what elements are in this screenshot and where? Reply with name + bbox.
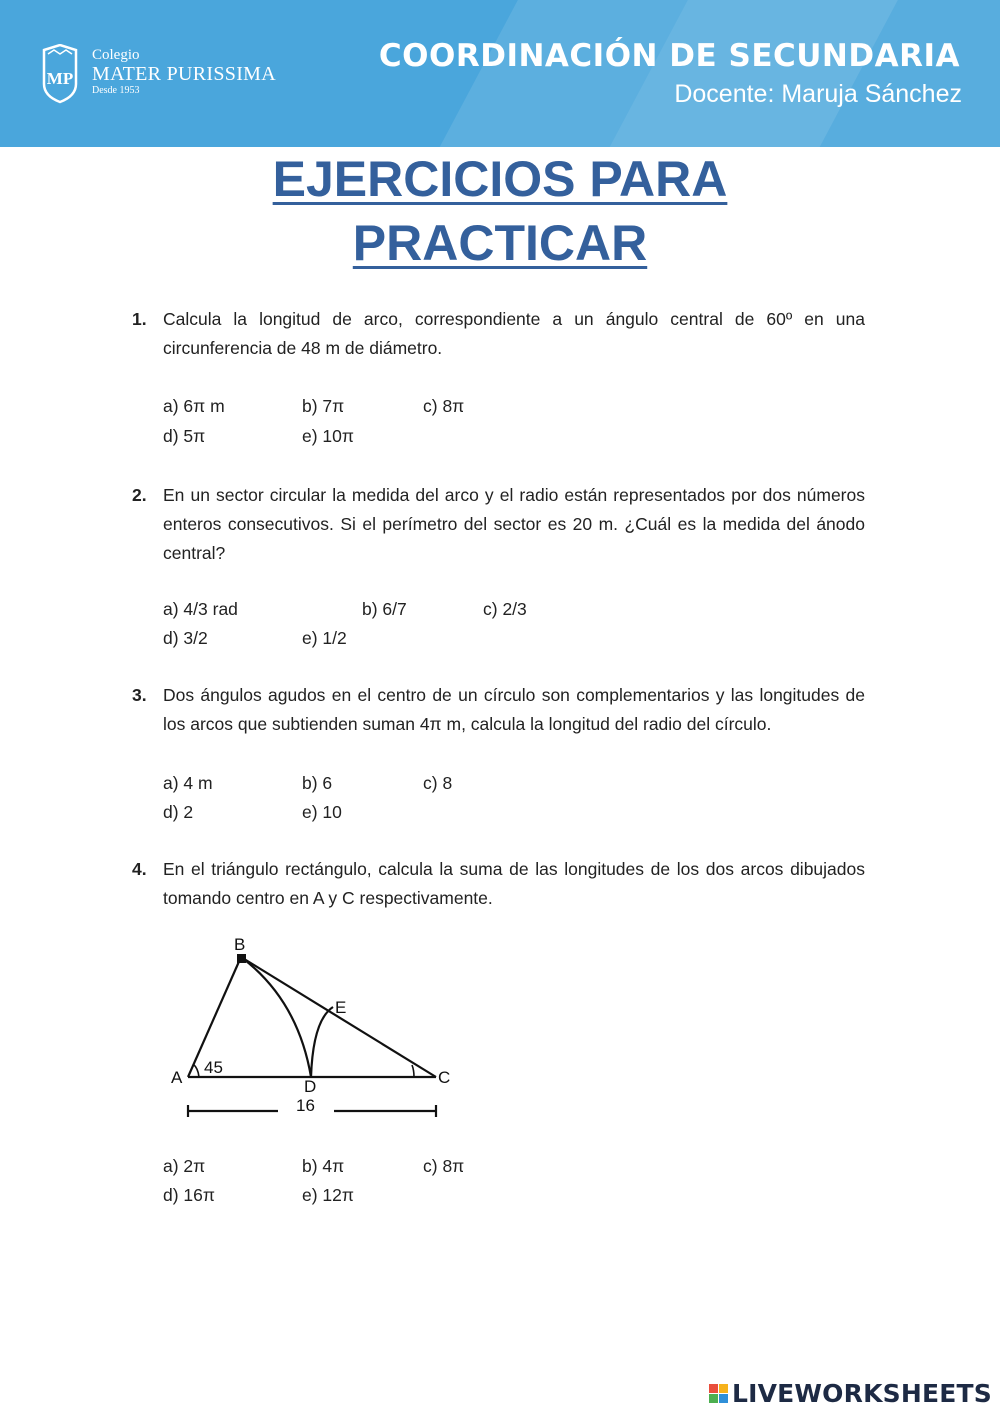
question-text: Dos ángulos agudos en el centro de un círculo son complementarios y las longitudes de los arcos que subtienden suman 4π m, calcula la longitud del radio del círculo. <box>163 685 865 734</box>
question-number: 1. <box>132 309 147 329</box>
angle-a-value: 45 <box>204 1058 223 1077</box>
question-number: 3. <box>132 685 147 705</box>
option-a[interactable]: a) 4/3 rad <box>163 599 238 619</box>
liveworksheets-brand <box>709 1378 992 1408</box>
option-c[interactable]: c) 8π <box>423 1156 465 1176</box>
angle-mark-c <box>412 1065 414 1077</box>
option-d[interactable]: d) 16π <box>163 1185 215 1205</box>
question-text: En un sector circular la medida del arco y el radio están representados por dos números enteros consecutivos. Si el perímetro del sector es 20 m. ¿Cuál es la medida del ánodo central? <box>163 485 865 563</box>
logo-line-name: MATER PURISSIMA <box>92 63 276 85</box>
arc-centered-c <box>311 1007 333 1077</box>
arc-centered-a <box>241 957 311 1077</box>
option-e[interactable]: e) 1/2 <box>302 628 347 648</box>
logo-line-since: Desde 1953 <box>92 85 140 96</box>
option-e[interactable]: e) 10 <box>302 802 342 822</box>
option-c[interactable]: c) 8π <box>423 396 465 416</box>
option-d[interactable]: d) 2 <box>163 802 194 822</box>
option-b[interactable]: b) 6/7 <box>362 599 407 619</box>
side-bc <box>241 957 436 1077</box>
option-b[interactable]: b) 7π <box>302 396 345 416</box>
base-length: 16 <box>296 1096 315 1115</box>
liveworksheets-logo-icon <box>709 1384 728 1403</box>
logo-line-colegio: Colegio <box>92 47 140 63</box>
label-a: A <box>171 1068 183 1087</box>
label-c: C <box>438 1068 451 1087</box>
page-title-line2: PRACTICAR <box>352 215 648 271</box>
logo-monogram: MP <box>46 69 74 88</box>
option-c[interactable]: c) 8 <box>423 773 453 793</box>
question-text: En el triángulo rectángulo, calcula la suma de las longitudes de los dos arcos dibujados tomando centro en A y C respectivamente. <box>163 859 865 908</box>
right-triangle-diagram <box>168 930 468 1120</box>
option-b[interactable]: b) 6 <box>302 773 333 793</box>
option-e[interactable]: e) 10π <box>302 426 354 446</box>
question-2 <box>132 481 865 568</box>
triangle-figure <box>168 930 468 1125</box>
question-4 <box>132 855 865 913</box>
teacher-name: Docente: Maruja Sánchez <box>674 80 962 108</box>
header-banner <box>0 0 1000 147</box>
page-title-line1: EJERCICIOS PARA <box>272 151 728 207</box>
option-a[interactable]: a) 2π <box>163 1156 206 1176</box>
logo-text <box>92 47 276 97</box>
question-text: Calcula la longitud de arco, correspondiente a un ángulo central de 60º en una circunferencia de 48 m de diámetro. <box>163 309 865 358</box>
label-b: B <box>234 935 246 954</box>
question-3 <box>132 681 865 739</box>
option-b[interactable]: b) 4π <box>302 1156 345 1176</box>
school-crest-icon <box>40 44 80 104</box>
coordination-title: COORDINACIÓN DE SECUNDARIA <box>378 38 960 74</box>
school-logo <box>40 44 290 104</box>
option-d[interactable]: d) 3/2 <box>163 628 208 648</box>
right-angle-mark <box>237 954 246 963</box>
option-d[interactable]: d) 5π <box>163 426 206 446</box>
option-c[interactable]: c) 2/3 <box>483 599 527 619</box>
question-number: 4. <box>132 859 147 879</box>
option-a[interactable]: a) 4 m <box>163 773 213 793</box>
label-d: D <box>304 1077 317 1096</box>
option-e[interactable]: e) 12π <box>302 1185 354 1205</box>
label-e: E <box>335 998 347 1017</box>
question-number: 2. <box>132 485 147 505</box>
option-a[interactable]: a) 6π m <box>163 396 225 416</box>
brand-name: LIVEWORKSHEETS <box>731 1378 992 1408</box>
question-1 <box>132 305 865 363</box>
